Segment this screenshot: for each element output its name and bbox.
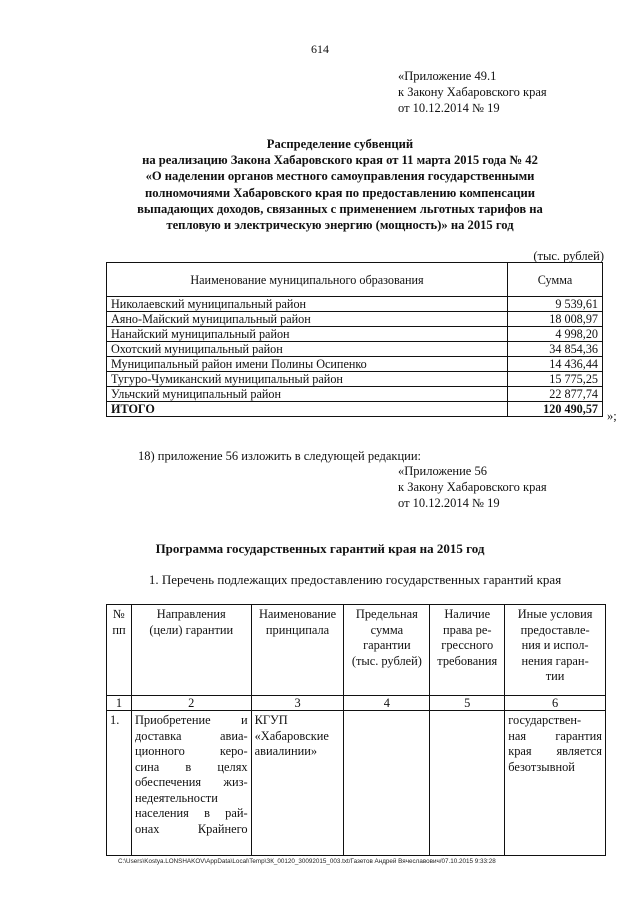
title-line: тепловую и электрическую энергию (мощность)» на 2015 год <box>166 218 514 233</box>
district-sum: 34 854,36 <box>508 342 603 357</box>
text-line: обеспечения жиз- <box>134 775 248 789</box>
header-line: права ре- <box>443 622 492 637</box>
text-line: доставка авиа- <box>134 728 248 743</box>
list-title: 1. Перечень подлежащих предоставлению государственных гарантий края <box>148 572 562 587</box>
units-label: (тыс. рублей) <box>533 249 604 263</box>
district-name: Тугуро-Чумиканский муниципальный район <box>107 372 508 387</box>
column-number: 6 <box>505 696 606 711</box>
table-row <box>107 711 606 856</box>
header-cell-number <box>107 605 132 696</box>
column-number: 5 <box>430 696 505 711</box>
title-line: «О наделении органов местного самоуправления государственными <box>145 169 535 184</box>
row-conditions <box>505 711 606 856</box>
district-sum: 15 775,25 <box>508 372 603 387</box>
text-line: сина в целях <box>134 759 248 774</box>
title-line: Распределение субвенций <box>266 137 414 151</box>
text-line: населения в рай- <box>134 806 248 820</box>
table-row <box>107 387 603 402</box>
annex-56-reference <box>398 463 547 511</box>
annex-56-line2: к Закону Хабаровского края <box>398 480 547 494</box>
header-name: Наименование муниципального образования <box>107 263 508 297</box>
header-line: тии <box>545 669 565 683</box>
text-line: государствен- <box>508 713 582 727</box>
column-number-row <box>107 696 606 711</box>
annex-49-line3: от 10.12.2014 № 19 <box>398 101 500 115</box>
total-label: ИТОГО <box>107 402 508 417</box>
text-line: КГУП <box>254 713 288 727</box>
text-line: онах Крайнего <box>134 821 248 836</box>
guarantees-header-row <box>107 605 606 696</box>
annex-56-line1: «Приложение 56 <box>398 464 487 478</box>
text-line: «Хабаровские <box>254 728 329 743</box>
header-line: (тыс. рублей) <box>351 653 422 668</box>
district-sum: 22 877,74 <box>508 387 603 402</box>
header-line: ния и испол- <box>521 638 589 652</box>
distribution-table <box>106 262 603 417</box>
column-number: 1 <box>107 696 132 711</box>
column-number: 3 <box>251 696 344 711</box>
table-row <box>107 327 603 342</box>
text-line: ционного керо- <box>134 744 248 758</box>
table-row <box>107 357 603 372</box>
text-line: края является <box>508 744 602 758</box>
district-sum: 9 539,61 <box>508 297 603 312</box>
column-number: 2 <box>131 696 251 711</box>
text-line: ная гарантия <box>508 728 602 743</box>
file-path-footer: C:\Users\Kostya.LONSHAKOV\AppData\Local\Temp\ЗК_00120_30092015_003.txt/Газетов Андрей Вячеславович/07.10.2015 9:33:28 <box>118 858 496 865</box>
header-line: (цели) гарантии <box>149 622 234 637</box>
row-limit <box>344 711 430 856</box>
header-line: № <box>113 607 125 621</box>
total-sum: 120 490,57 <box>508 402 603 417</box>
table-row <box>107 297 603 312</box>
header-line: Направления <box>156 607 226 621</box>
header-line: предоставле- <box>520 622 590 637</box>
header-line: требования <box>437 653 498 668</box>
text-line: недеятельности <box>134 790 218 805</box>
header-cell-principal <box>251 605 344 696</box>
header-line: Наименование <box>258 607 337 621</box>
row-principal <box>251 711 344 856</box>
annex-49-line1: «Приложение 49.1 <box>398 69 497 83</box>
header-line: Иные условия <box>517 607 593 621</box>
header-line: сумма <box>370 622 404 637</box>
district-name: Аяно-Майский муниципальный район <box>107 312 508 327</box>
table-row <box>107 342 603 357</box>
annex-56-line3: от 10.12.2014 № 19 <box>398 496 500 510</box>
header-line: нения гаран- <box>521 653 589 668</box>
header-line: пп <box>112 622 126 637</box>
row-regress <box>430 711 505 856</box>
table-header-row <box>107 263 603 297</box>
paragraph-18: 18) приложение 56 изложить в следующей редакции: <box>138 449 421 463</box>
district-name: Охотский муниципальный район <box>107 342 508 357</box>
text-line: авиалинии» <box>254 744 318 758</box>
row-direction <box>131 711 251 856</box>
text-line: безотзывной <box>508 759 575 774</box>
header-sum: Сумма <box>508 263 603 297</box>
district-sum: 18 008,97 <box>508 312 603 327</box>
header-cell-conditions <box>505 605 606 696</box>
row-number: 1. <box>107 711 132 856</box>
text-line: Приобретение и <box>134 713 248 727</box>
district-sum: 4 998,20 <box>508 327 603 342</box>
title-line: полномочиями Хабаровского края по предоставлению компенсации <box>144 185 536 200</box>
header-line: грессного <box>441 638 494 652</box>
header-cell-limit <box>344 605 430 696</box>
header-line: Предельная <box>355 607 418 621</box>
table-row <box>107 312 603 327</box>
distribution-title <box>40 136 640 233</box>
district-name: Нанайский муниципальный район <box>107 327 508 342</box>
table-row <box>107 372 603 387</box>
program-title: Программа государственных гарантий края на 2015 год <box>155 541 485 556</box>
district-name: Николаевский муниципальный район <box>107 297 508 312</box>
header-cell-direction <box>131 605 251 696</box>
closing-quote: »; <box>607 409 617 423</box>
district-name: Муниципальный район имени Полины Осипенко <box>107 357 508 372</box>
header-line: Наличие <box>444 607 491 621</box>
annex-49-line2: к Закону Хабаровского края <box>398 85 547 99</box>
annex-49-reference <box>398 68 547 116</box>
header-line: гарантии <box>363 638 411 652</box>
district-name: Ульчский муниципальный район <box>107 387 508 402</box>
title-line: выпадающих доходов, связанных с применением льготных тарифов на <box>137 201 543 216</box>
header-cell-regress <box>430 605 505 696</box>
title-line: на реализацию Закона Хабаровского края от 11 марта 2015 года № 42 <box>142 153 538 168</box>
district-sum: 14 436,44 <box>508 357 603 372</box>
total-row <box>107 402 603 417</box>
guarantees-table <box>106 604 606 856</box>
header-line: принципала <box>265 622 330 637</box>
page-number: 614 <box>311 42 329 56</box>
column-number: 4 <box>344 696 430 711</box>
